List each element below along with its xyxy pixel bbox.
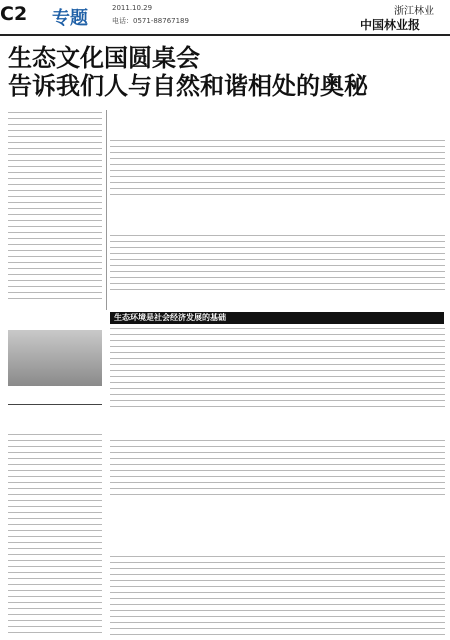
sidebar-text bbox=[8, 434, 102, 634]
main-headline-line1: 生态文化国圆桌会 bbox=[8, 44, 200, 72]
section-title: 专题 bbox=[52, 8, 88, 29]
column-divider bbox=[106, 110, 107, 310]
article-text-block bbox=[110, 235, 445, 295]
main-headline-line2: 告诉我们人与自然和谐相处的奥秘 bbox=[8, 72, 368, 100]
article-text-block bbox=[110, 556, 445, 636]
article-photo bbox=[8, 330, 102, 386]
issue-date: 2011.10.29 bbox=[112, 4, 153, 12]
region-label: 浙江林业 bbox=[394, 6, 434, 17]
article-text-block bbox=[110, 140, 445, 200]
section-bar: 生态环境是社会经济发展的基础 bbox=[110, 312, 444, 324]
article-text-block bbox=[110, 328, 445, 408]
left-column-text bbox=[8, 112, 102, 302]
page-number-badge: C2 bbox=[0, 3, 28, 25]
sidebar-top-rule bbox=[8, 404, 102, 405]
contact-line: 电话：0571-88767189 bbox=[112, 17, 189, 25]
newspaper-name: 中国林业报 bbox=[360, 18, 421, 32]
article-text-block bbox=[110, 440, 445, 500]
